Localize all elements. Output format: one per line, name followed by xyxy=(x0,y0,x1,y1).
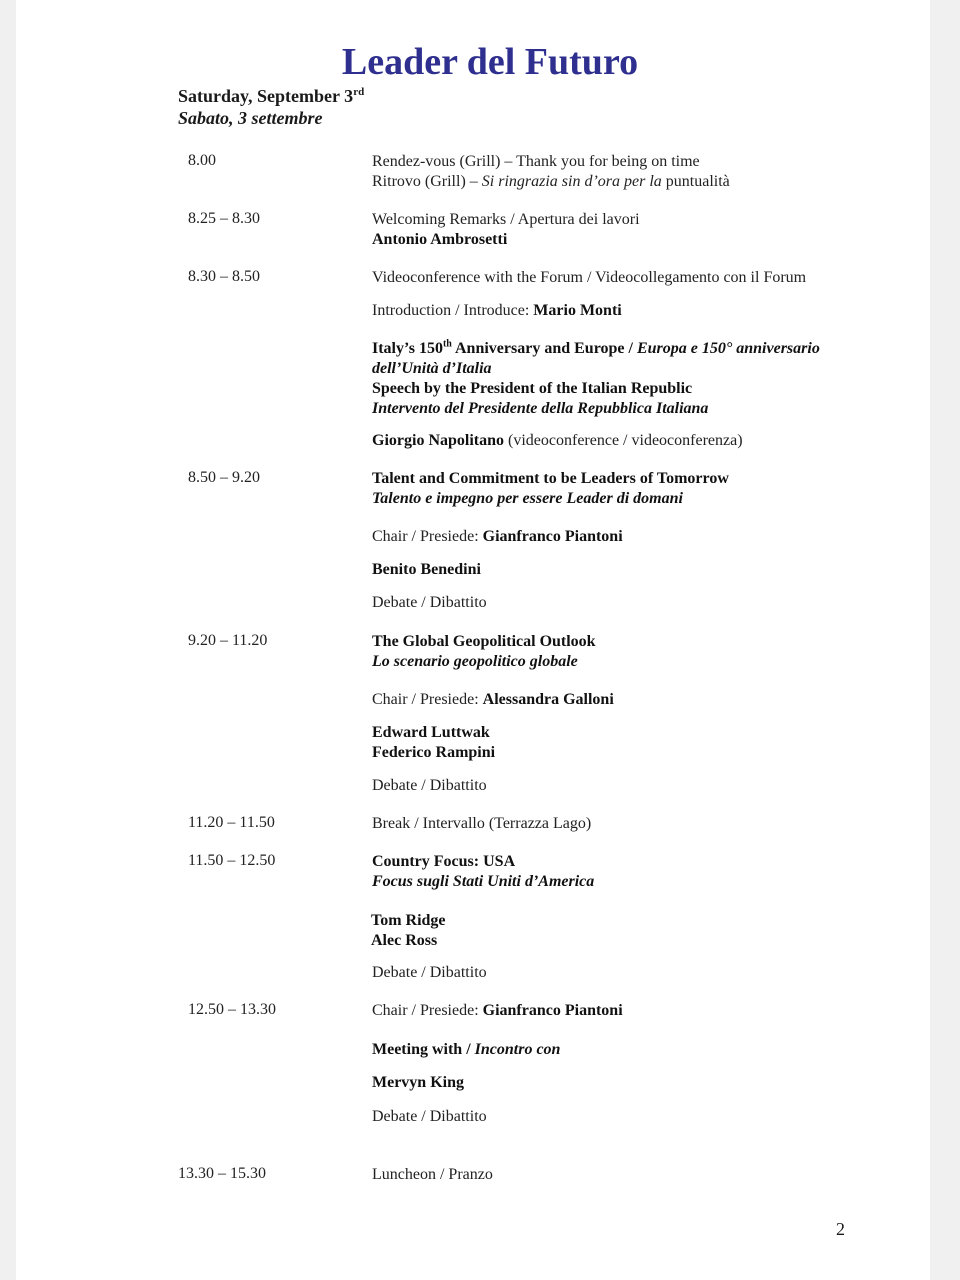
session-videoconference: Videoconference with the Forum / Videocollegamento con il Forum xyxy=(372,269,807,286)
italic-span: Incontro con xyxy=(474,1041,561,1058)
session-title-italian: Lo scenario geopolitico globale xyxy=(372,653,578,670)
chair-name: Alessandra Galloni xyxy=(482,691,614,708)
page-number: 2 xyxy=(836,1219,845,1239)
session-usa xyxy=(372,852,852,892)
session-title-italian: Talento e impegno per essere Leader di domani xyxy=(372,490,683,507)
session-time: 8.30 – 8.50 xyxy=(188,268,260,285)
text-span: Italy’s 150 xyxy=(372,340,443,357)
speakers xyxy=(371,911,851,951)
speaker-name: Mervyn King xyxy=(372,1074,464,1091)
debate-line: Debate / Dibattito xyxy=(372,594,487,611)
session-time: 9.20 – 11.20 xyxy=(188,632,268,649)
chair-name: Gianfranco Piantoni xyxy=(482,528,623,545)
speaker-name: Benito Benedini xyxy=(372,561,481,578)
debate-line: Debate / Dibattito xyxy=(372,777,487,794)
speaker-name: Tom Ridge xyxy=(371,912,446,929)
text-span: Chair / Presiede: xyxy=(372,528,483,545)
speaker-name: Mario Monti xyxy=(533,302,622,319)
date-ordinal-suffix: rd xyxy=(353,86,365,98)
text-span: Meeting with / xyxy=(372,1041,475,1058)
speaker-line xyxy=(372,431,852,451)
session-time: 8.00 xyxy=(188,152,216,169)
session-line: Welcoming Remarks / Apertura dei lavori xyxy=(372,211,640,228)
text-span: Chair / Presiede: xyxy=(372,691,483,708)
session-time: 12.50 – 13.30 xyxy=(188,1001,276,1018)
session-time: 8.50 – 9.20 xyxy=(188,469,260,486)
session-anniversary xyxy=(372,339,852,419)
session-time: 11.50 – 12.50 xyxy=(188,852,276,869)
session-geopolitics xyxy=(372,632,852,672)
speech-title: Speech by the President of the Italian Republic xyxy=(372,380,693,397)
session-time: 13.30 – 15.30 xyxy=(178,1165,266,1182)
chair-line xyxy=(372,1001,852,1021)
text-span: puntualità xyxy=(661,173,730,190)
chair-line xyxy=(372,690,852,710)
session-title: Talent and Commitment to be Leaders of Tomorrow xyxy=(372,470,729,487)
date-english-text: Saturday, September 3 xyxy=(178,86,354,106)
italic-span: Si ringrazia sin d’ora per la xyxy=(481,173,662,190)
text-span: Ritrovo (Grill) – xyxy=(372,173,482,190)
text-span: Introduction / Introduce: xyxy=(372,302,534,319)
introduction-line xyxy=(372,301,852,321)
page-title: Leader del Futuro xyxy=(341,41,639,83)
speakers xyxy=(372,723,852,763)
session-title-italian: Focus sugli Stati Uniti d’America xyxy=(372,873,595,890)
speaker-name: Federico Rampini xyxy=(372,744,496,761)
session-title: Country Focus: USA xyxy=(372,853,516,870)
session-title-italian: dell’Unità d’Italia xyxy=(372,360,492,377)
session-line xyxy=(372,172,852,192)
session-title: The Global Geopolitical Outlook xyxy=(372,633,596,650)
session-line: Rendez-vous (Grill) – Thank you for being on time xyxy=(372,153,700,170)
session-lunch: Luncheon / Pranzo xyxy=(372,1166,493,1183)
text-span: Anniversary and Europe / xyxy=(451,340,637,357)
italic-span: Europa e 150° anniversario xyxy=(636,340,820,357)
speaker-name: Antonio Ambrosetti xyxy=(372,231,508,248)
speaker-name: Edward Luttwak xyxy=(372,724,490,741)
text-span: (videoconference / videoconferenza) xyxy=(504,432,743,449)
date-english xyxy=(178,86,364,107)
speaker-name: Giorgio Napolitano xyxy=(372,432,505,449)
session-welcome xyxy=(372,210,852,250)
session-title xyxy=(372,339,852,359)
session-time: 8.25 – 8.30 xyxy=(188,210,260,227)
speaker-name: Alec Ross xyxy=(371,932,438,949)
debate-line: Debate / Dibattito xyxy=(372,1108,487,1125)
meeting-line xyxy=(372,1040,852,1060)
chair-name: Gianfranco Piantoni xyxy=(482,1002,623,1019)
speech-title-italian: Intervento del Presidente della Repubblica Italiana xyxy=(372,400,709,417)
session-talent xyxy=(372,469,852,509)
date-italian: Sabato, 3 settembre xyxy=(178,108,323,128)
session-time: 11.20 – 11.50 xyxy=(188,814,275,831)
session-break: Break / Intervallo (Terrazza Lago) xyxy=(372,815,592,832)
text-span: Chair / Presiede: xyxy=(372,1002,483,1019)
session-rendezvous xyxy=(372,152,852,192)
chair-line xyxy=(372,527,852,547)
debate-line: Debate / Dibattito xyxy=(372,964,487,981)
ordinal-suffix: th xyxy=(442,338,452,350)
